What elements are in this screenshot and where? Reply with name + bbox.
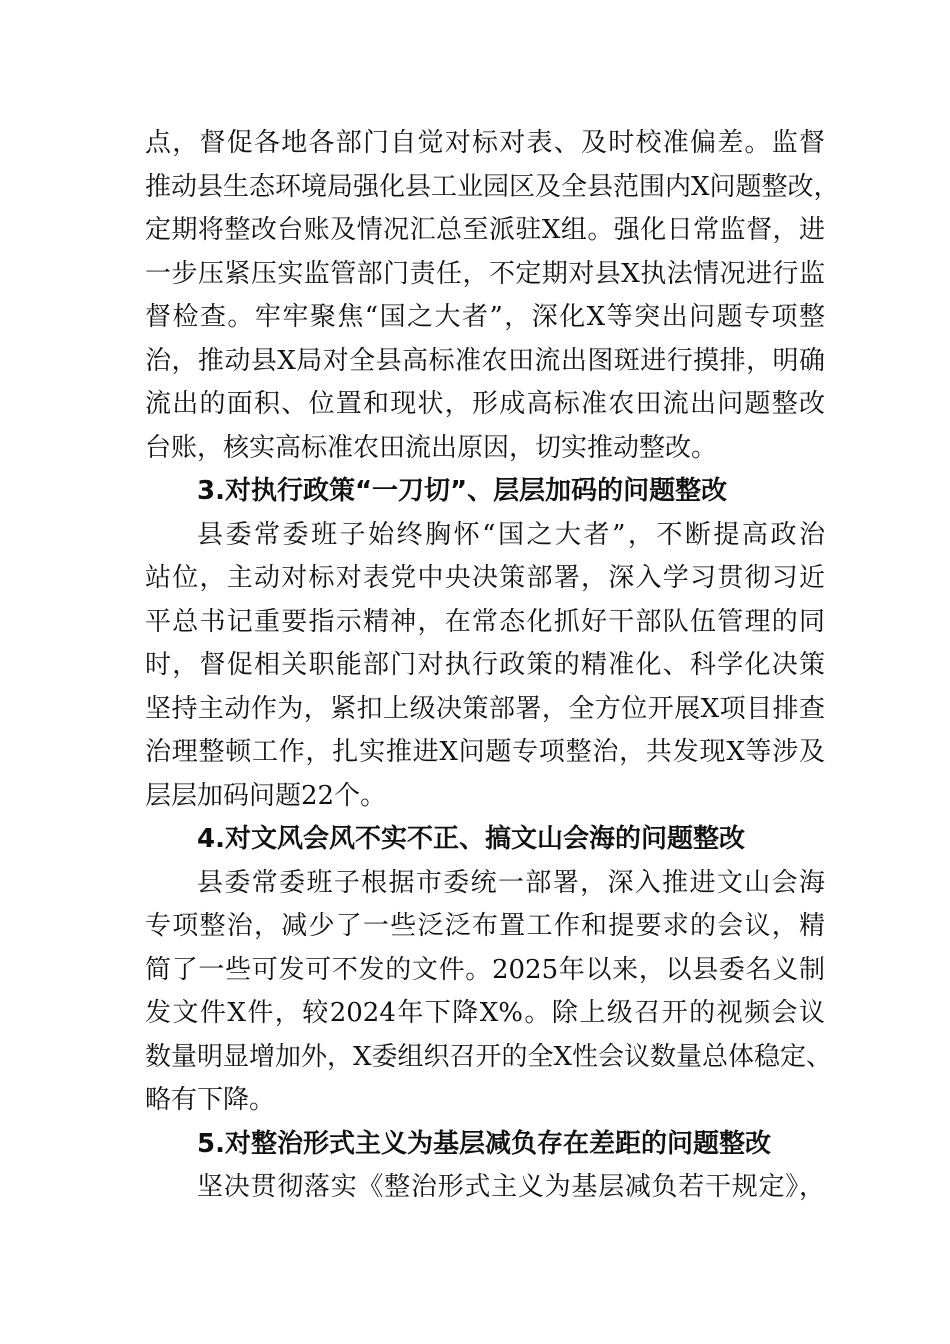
section-heading-5: 5.对整治形式主义为基层减负存在差距的问题整改 (197, 1129, 771, 1159)
paragraph-line: 平总书记重要指示精神，在常态化抓好干部队伍管理的同 (145, 607, 825, 637)
paragraph-line: 点，督促各地各部门自觉对标对表、及时校准偏差。监督 (145, 128, 825, 158)
paragraph-line: 专项整治，减少了一些泛泛布置工作和提要求的会议，精 (145, 911, 825, 941)
paragraph-line: 发文件X件，较2024年下降X%。除上级召开的视频会议 (145, 998, 825, 1028)
paragraph-line: 督检查。牢牢聚焦“国之大者”，深化X等突出问题专项整 (145, 302, 825, 332)
paragraph-line: 治理整顿工作，扎实推进X问题专项整治，共发现X等涉及 (145, 737, 825, 767)
paragraph-line: 县委常委班子根据市委统一部署，深入推进文山会海 (197, 868, 825, 898)
paragraph-line: 县委常委班子始终胸怀“国之大者”，不断提高政治 (197, 520, 825, 550)
paragraph-line: 一步压紧压实监管部门责任，不定期对县X执法情况进行监 (145, 259, 825, 289)
section-heading-4: 4.对文风会风不实不正、搞文山会海的问题整改 (197, 824, 745, 854)
paragraph-line: 流出的面积、位置和现状，形成高标准农田流出问题整改 (145, 389, 825, 419)
paragraph-line: 简了一些可发可不发的文件。2025年以来，以县委名义制 (145, 955, 825, 985)
paragraph-line: 时，督促相关职能部门对执行政策的精准化、科学化决策 (145, 650, 825, 680)
paragraph-line: 推动县生态环境局强化县工业园区及全县范围内X问题整改， (145, 172, 840, 202)
paragraph-line: 治，推动县X局对全县高标准农田流出图斑进行摸排，明确 (145, 346, 825, 376)
paragraph-line: 数量明显增加外，X委组织召开的全X性会议数量总体稳定、 (145, 1042, 833, 1072)
paragraph-line: 层层加码问题22个。 (145, 781, 387, 811)
section-heading-3: 3.对执行政策“一刀切”、层层加码的问题整改 (197, 476, 728, 506)
paragraph-line: 台账，核实高标准农田流出原因，切实推动整改。 (145, 433, 718, 463)
paragraph-line: 定期将整改台账及情况汇总至派驻X组。强化日常监督，进 (145, 215, 825, 245)
paragraph-line: 坚决贯彻落实《整治形式主义为基层减负若干规定》， (197, 1172, 825, 1202)
paragraph-line: 略有下降。 (145, 1085, 276, 1115)
paragraph-line: 坚持主动作为，紧扣上级决策部署，全方位开展X项目排查 (145, 694, 825, 724)
paragraph-line: 站位，主动对标对表党中央决策部署，深入学习贯彻习近 (145, 563, 825, 593)
